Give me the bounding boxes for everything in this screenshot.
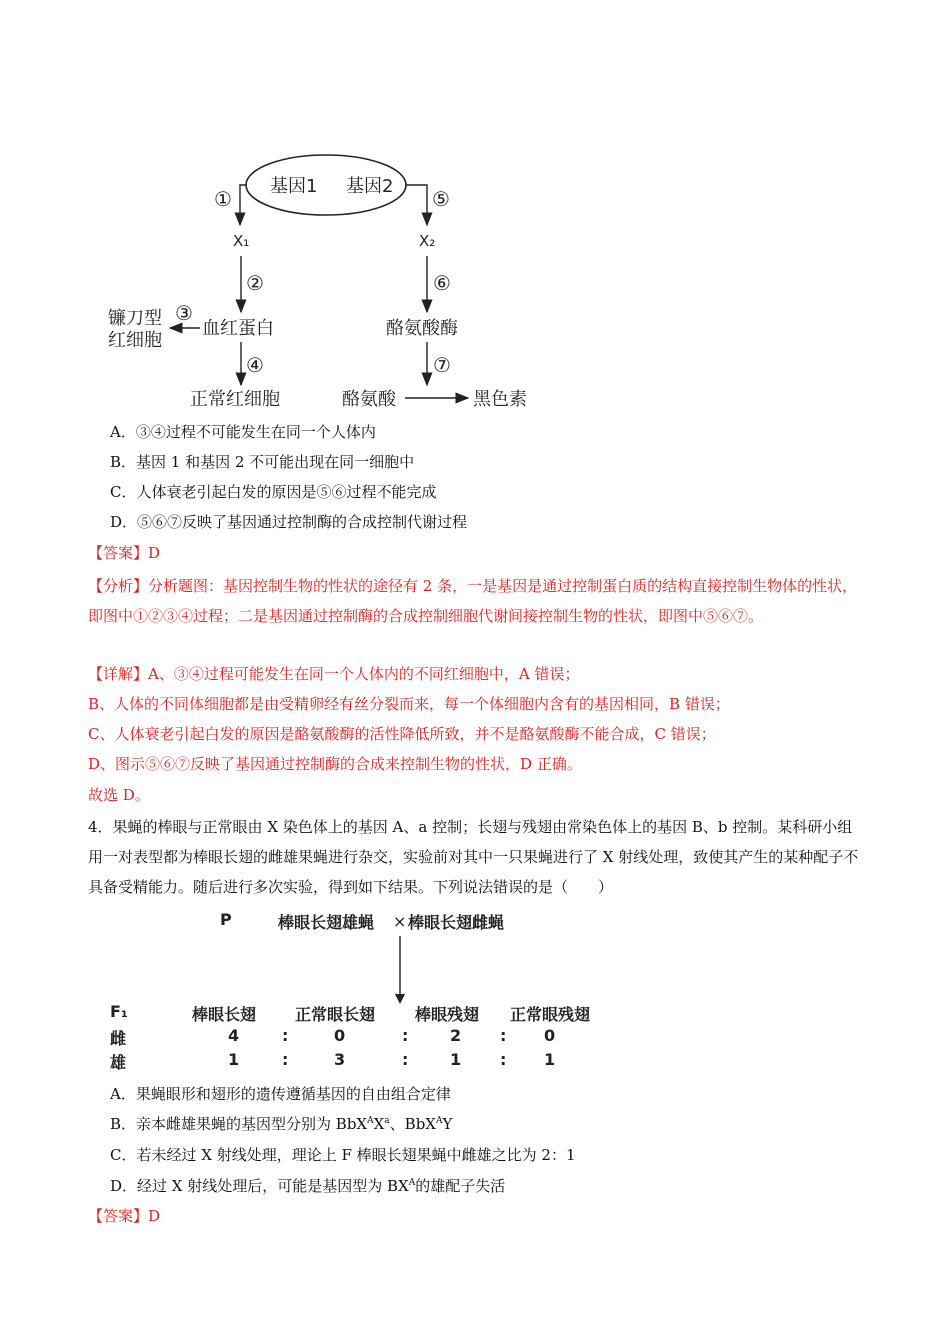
- p-label: P: [220, 910, 232, 929]
- option-b-text: B．亲本雌雄果蝇的基因型分别为 BbX: [110, 1115, 368, 1133]
- male-value-0: 1: [228, 1050, 240, 1069]
- colon: :: [500, 1050, 507, 1069]
- cross-result-figure: [110, 908, 610, 1073]
- sickle-cell-label-2: 红细胞: [108, 330, 162, 351]
- q3-answer: [88, 543, 160, 563]
- hemoglobin-label: 血红蛋白: [202, 318, 274, 339]
- col-header-1: 正常眼长翅: [295, 1005, 376, 1024]
- col-header-2: 棒眼残翅: [415, 1005, 480, 1024]
- male-value-3: 1: [544, 1050, 556, 1069]
- step-4-label: ④: [246, 353, 264, 377]
- q4-answer: [88, 1206, 160, 1226]
- option-b-text: 、BbX: [389, 1115, 436, 1133]
- q3-option-b: B．基因 1 和基因 2 不可能出现在同一细胞中: [110, 453, 415, 471]
- superscript: a: [384, 1116, 390, 1126]
- colon: :: [282, 1050, 289, 1069]
- step-2-label: ②: [246, 271, 264, 295]
- q4-stem: 4．果蝇的棒眼与正常眼由 X 染色体上的基因 A、a 控制；长翅与残翅由常染色体上的基因 B、b 控制。某科研小组用一对表型都为棒眼长翅的雌雄果蝇进行杂交，实验前对其中一只果蝇进行了 X 射线处理，致使其产生的某种配子不具备受精能力。随后进行多次实验，得到如下结果。下列说法错误的是（ ）: [88, 818, 859, 896]
- cross-symbol: ×: [393, 912, 407, 931]
- q3-option-c: C．人体衰老引起白发的原因是⑤⑥过程不能完成: [110, 483, 437, 501]
- q3-conclusion: 故选 D。: [88, 786, 150, 804]
- male-parent: 棒眼长翅雄蝇: [278, 913, 375, 932]
- arrow-5: [406, 185, 427, 225]
- row-label-female: 雌: [110, 1029, 127, 1048]
- arrow-1: [240, 185, 246, 225]
- female-value-3: 0: [544, 1026, 556, 1045]
- step-7-label: ⑦: [433, 353, 451, 377]
- colon: :: [500, 1026, 507, 1045]
- superscript: A: [435, 1116, 443, 1126]
- gene2-label: 基因2: [346, 176, 394, 197]
- step-6-label: ⑥: [433, 271, 451, 295]
- gene1-label: 基因1: [270, 176, 318, 197]
- f1-label: F₁: [110, 1002, 128, 1021]
- superscript: A: [367, 1116, 374, 1126]
- female-value-0: 4: [228, 1026, 240, 1045]
- q3-analysis: [88, 571, 863, 631]
- q3-detail-d: D、图示⑤⑥⑦反映了基因通过控制酶的合成来控制生物的性状，D 正确。: [88, 755, 582, 773]
- step-5-label: ⑤: [432, 187, 450, 211]
- q3-detail-c: C、人体衰老引起白发的原因是酪氨酸酶的活性降低所致，并不是酪氨酸酶不能合成，C 错误；: [88, 725, 716, 743]
- answer-tag: 【答案】: [88, 544, 149, 562]
- option-b-text: X: [373, 1115, 385, 1133]
- detail-a-text: A、③④过程可能发生在同一个人体内的不同红细胞中，A 错误；: [148, 665, 580, 683]
- cross-arrow: [390, 936, 410, 1006]
- tyrosine-label: 酪氨酸: [342, 389, 396, 410]
- q4-option-a: A．果蝇眼形和翅形的遗传遵循基因的自由组合定律: [110, 1085, 451, 1103]
- melanin-label: 黑色素: [473, 389, 527, 410]
- tyrosinase-label: 酪氨酸酶: [386, 318, 458, 339]
- answer-value: D: [148, 1207, 161, 1225]
- q4-option-d: [110, 1176, 505, 1196]
- detail-tag: 【详解】: [88, 665, 149, 683]
- q3-option-d: D．⑤⑥⑦反映了基因通过控制酶的合成控制代谢过程: [110, 513, 468, 531]
- female-value-1: 0: [334, 1026, 346, 1045]
- step-3-label: ③: [175, 301, 193, 325]
- row-label-male: 雄: [110, 1053, 127, 1072]
- x1-label: X₁: [233, 232, 250, 250]
- q3-detail-a: [88, 664, 579, 684]
- male-value-2: 1: [450, 1050, 462, 1069]
- sickle-cell-label-1: 镰刀型: [108, 308, 162, 329]
- colon: :: [402, 1026, 409, 1045]
- colon: :: [282, 1026, 289, 1045]
- x2-label: X₂: [419, 232, 436, 250]
- option-b-text: Y: [442, 1115, 453, 1133]
- superscript: A: [408, 1178, 416, 1188]
- male-value-1: 3: [334, 1050, 346, 1069]
- q4-option-b: [110, 1114, 452, 1134]
- q3-detail-b: B、人体的不同体细胞都是由受精卵经有丝分裂而来，每一个体细胞内含有的基因相同，B 错误；: [88, 695, 730, 713]
- col-header-0: 棒眼长翅: [192, 1005, 257, 1024]
- option-d-text: 的雄配子失活: [415, 1177, 506, 1195]
- analysis-tag: 【分析】: [88, 577, 149, 595]
- analysis-text: 分析题图：基因控制生物的性状的途径有 2 条，一是基因是通过控制蛋白质的结构直接控制生物体的性状，即图中①②③④过程；二是基因通过控制酶的合成控制细胞代谢间接控制生物的性状，即图中⑤⑥⑦。: [88, 577, 858, 625]
- gene-pathway-diagram: [0, 0, 950, 420]
- col-header-3: 正常眼残翅: [510, 1005, 591, 1024]
- option-d-text: D．经过 X 射线处理后，可能是基因型为 BX: [110, 1177, 409, 1195]
- female-parent: 棒眼长翅雌蝇: [408, 913, 505, 932]
- female-value-2: 2: [450, 1026, 462, 1045]
- q3-option-a: A．③④过程不可能发生在同一个人体内: [110, 423, 376, 441]
- answer-value: D: [148, 544, 161, 562]
- colon: :: [402, 1050, 409, 1069]
- q4-option-c: C．若未经过 X 射线处理，理论上 F 棒眼长翅果蝇中雌雄之比为 2：1: [110, 1146, 576, 1164]
- step-1-label: ①: [214, 187, 232, 211]
- normal-rbc-label: 正常红细胞: [190, 389, 280, 410]
- answer-tag: 【答案】: [88, 1207, 149, 1225]
